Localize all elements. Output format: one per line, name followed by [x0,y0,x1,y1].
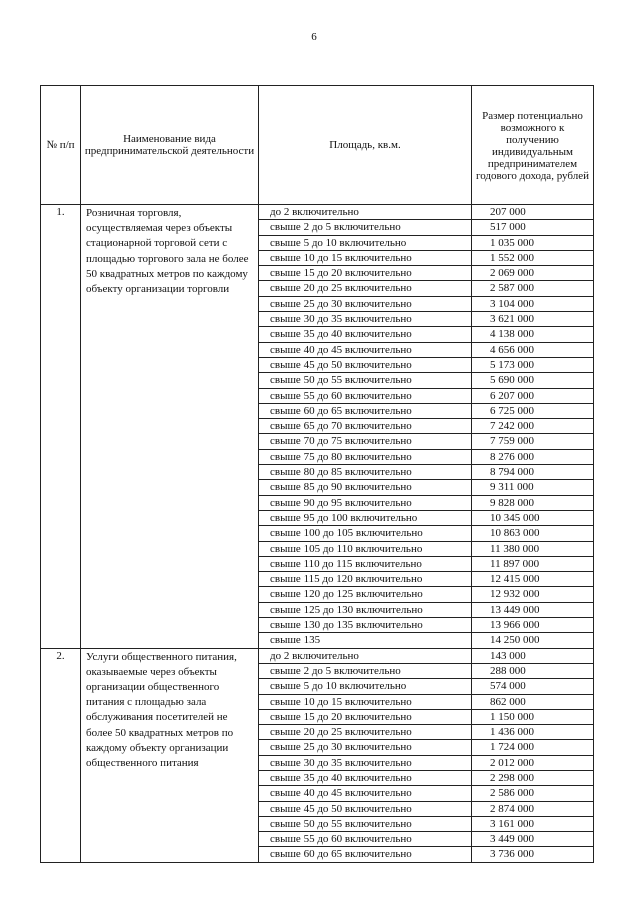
income-amount: 10 863 000 [472,526,594,541]
area-range: свыше 10 до 15 включительно [259,694,472,709]
page-number: 6 [311,31,317,43]
income-amount: 3 104 000 [472,296,594,311]
area-range: свыше 20 до 25 включительно [259,281,472,296]
area-range: свыше 35 до 40 включительно [259,770,472,785]
area-range: свыше 130 до 135 включительно [259,618,472,633]
income-amount: 2 874 000 [472,801,594,816]
header-num: № п/п [41,86,81,205]
area-range: свыше 125 до 130 включительно [259,602,472,617]
area-range: свыше 65 до 70 включительно [259,419,472,434]
table-row [41,205,594,220]
area-range: свыше 90 до 95 включительно [259,495,472,510]
income-amount: 1 552 000 [472,250,594,265]
income-amount: 10 345 000 [472,510,594,525]
area-range: свыше 45 до 50 включительно [259,801,472,816]
area-range: свыше 85 до 90 включительно [259,480,472,495]
area-range: свыше 35 до 40 включительно [259,327,472,342]
income-amount: 8 794 000 [472,465,594,480]
income-amount: 11 380 000 [472,541,594,556]
area-range: свыше 2 до 5 включительно [259,663,472,678]
income-amount: 13 449 000 [472,602,594,617]
income-amount: 6 207 000 [472,388,594,403]
income-amount: 1 150 000 [472,709,594,724]
activity-name: Услуги общественного питания, оказываемые через объекты организации общественного питания с площадью зала обслуживания посетителей не более 50 квадратных метров по каждому объекту организации общественного питания [81,648,259,862]
area-range: свыше 2 до 5 включительно [259,220,472,235]
income-table [40,85,594,863]
area-range: свыше 100 до 105 включительно [259,526,472,541]
area-range: свыше 105 до 110 включительно [259,541,472,556]
income-amount: 12 932 000 [472,587,594,602]
area-range: свыше 40 до 45 включительно [259,342,472,357]
area-range: до 2 включительно [259,205,472,220]
income-amount: 862 000 [472,694,594,709]
income-amount: 12 415 000 [472,572,594,587]
area-range: свыше 40 до 45 включительно [259,786,472,801]
area-range: свыше 10 до 15 включительно [259,250,472,265]
section-number: 2. [41,648,81,862]
table-row [41,648,594,663]
income-amount: 14 250 000 [472,633,594,648]
income-amount: 1 724 000 [472,740,594,755]
income-amount: 7 759 000 [472,434,594,449]
area-range: свыше 15 до 20 включительно [259,266,472,281]
income-amount: 288 000 [472,663,594,678]
area-range: свыше 135 [259,633,472,648]
income-amount: 8 276 000 [472,449,594,464]
income-amount: 3 621 000 [472,312,594,327]
area-range: свыше 75 до 80 включительно [259,449,472,464]
income-amount: 2 586 000 [472,786,594,801]
area-range: до 2 включительно [259,648,472,663]
income-amount: 3 449 000 [472,832,594,847]
income-amount: 9 311 000 [472,480,594,495]
income-amount: 2 587 000 [472,281,594,296]
area-range: свыше 25 до 30 включительно [259,740,472,755]
income-amount: 574 000 [472,679,594,694]
section-number: 1. [41,205,81,649]
income-amount: 4 138 000 [472,327,594,342]
header-area: Площадь, кв.м. [259,86,472,205]
income-amount: 3 161 000 [472,816,594,831]
area-range: свыше 110 до 115 включительно [259,556,472,571]
income-amount: 6 725 000 [472,403,594,418]
area-range: свыше 5 до 10 включительно [259,235,472,250]
area-range: свыше 55 до 60 включительно [259,388,472,403]
area-range: свыше 20 до 25 включительно [259,725,472,740]
area-range: свыше 55 до 60 включительно [259,832,472,847]
activity-name: Розничная торговля, осуществляемая через объекты стационарной торговой сети с площадью торгового зала не более 50 квадратных метров по каждому объекту организации торговли [81,205,259,649]
area-range: свыше 60 до 65 включительно [259,847,472,862]
income-amount: 2 298 000 [472,770,594,785]
income-amount: 517 000 [472,220,594,235]
area-range: свыше 60 до 65 включительно [259,403,472,418]
income-amount: 5 690 000 [472,373,594,388]
area-range: свыше 30 до 35 включительно [259,755,472,770]
income-amount: 13 966 000 [472,618,594,633]
area-range: свыше 115 до 120 включительно [259,572,472,587]
income-amount: 1 035 000 [472,235,594,250]
area-range: свыше 70 до 75 включительно [259,434,472,449]
income-amount: 4 656 000 [472,342,594,357]
income-amount: 3 736 000 [472,847,594,862]
income-amount: 1 436 000 [472,725,594,740]
income-amount: 143 000 [472,648,594,663]
income-amount: 7 242 000 [472,419,594,434]
area-range: свыше 50 до 55 включительно [259,816,472,831]
income-amount: 207 000 [472,205,594,220]
income-amount: 9 828 000 [472,495,594,510]
table-body [41,205,594,863]
area-range: свыше 30 до 35 включительно [259,312,472,327]
income-amount: 11 897 000 [472,556,594,571]
area-range: свыше 45 до 50 включительно [259,357,472,372]
area-range: свыше 5 до 10 включительно [259,679,472,694]
area-range: свыше 25 до 30 включительно [259,296,472,311]
income-amount: 5 173 000 [472,357,594,372]
table-header-row [41,86,594,205]
area-range: свыше 95 до 100 включительно [259,510,472,525]
header-activity: Наименование вида предпринимательской деятельности [81,86,259,205]
area-range: свыше 120 до 125 включительно [259,587,472,602]
header-amount: Размер потенциально возможного к получению индивидуальным предпринимателем годового дохода, рублей [472,86,594,205]
area-range: свыше 15 до 20 включительно [259,709,472,724]
area-range: свыше 80 до 85 включительно [259,465,472,480]
income-amount: 2 012 000 [472,755,594,770]
income-amount: 2 069 000 [472,266,594,281]
area-range: свыше 50 до 55 включительно [259,373,472,388]
